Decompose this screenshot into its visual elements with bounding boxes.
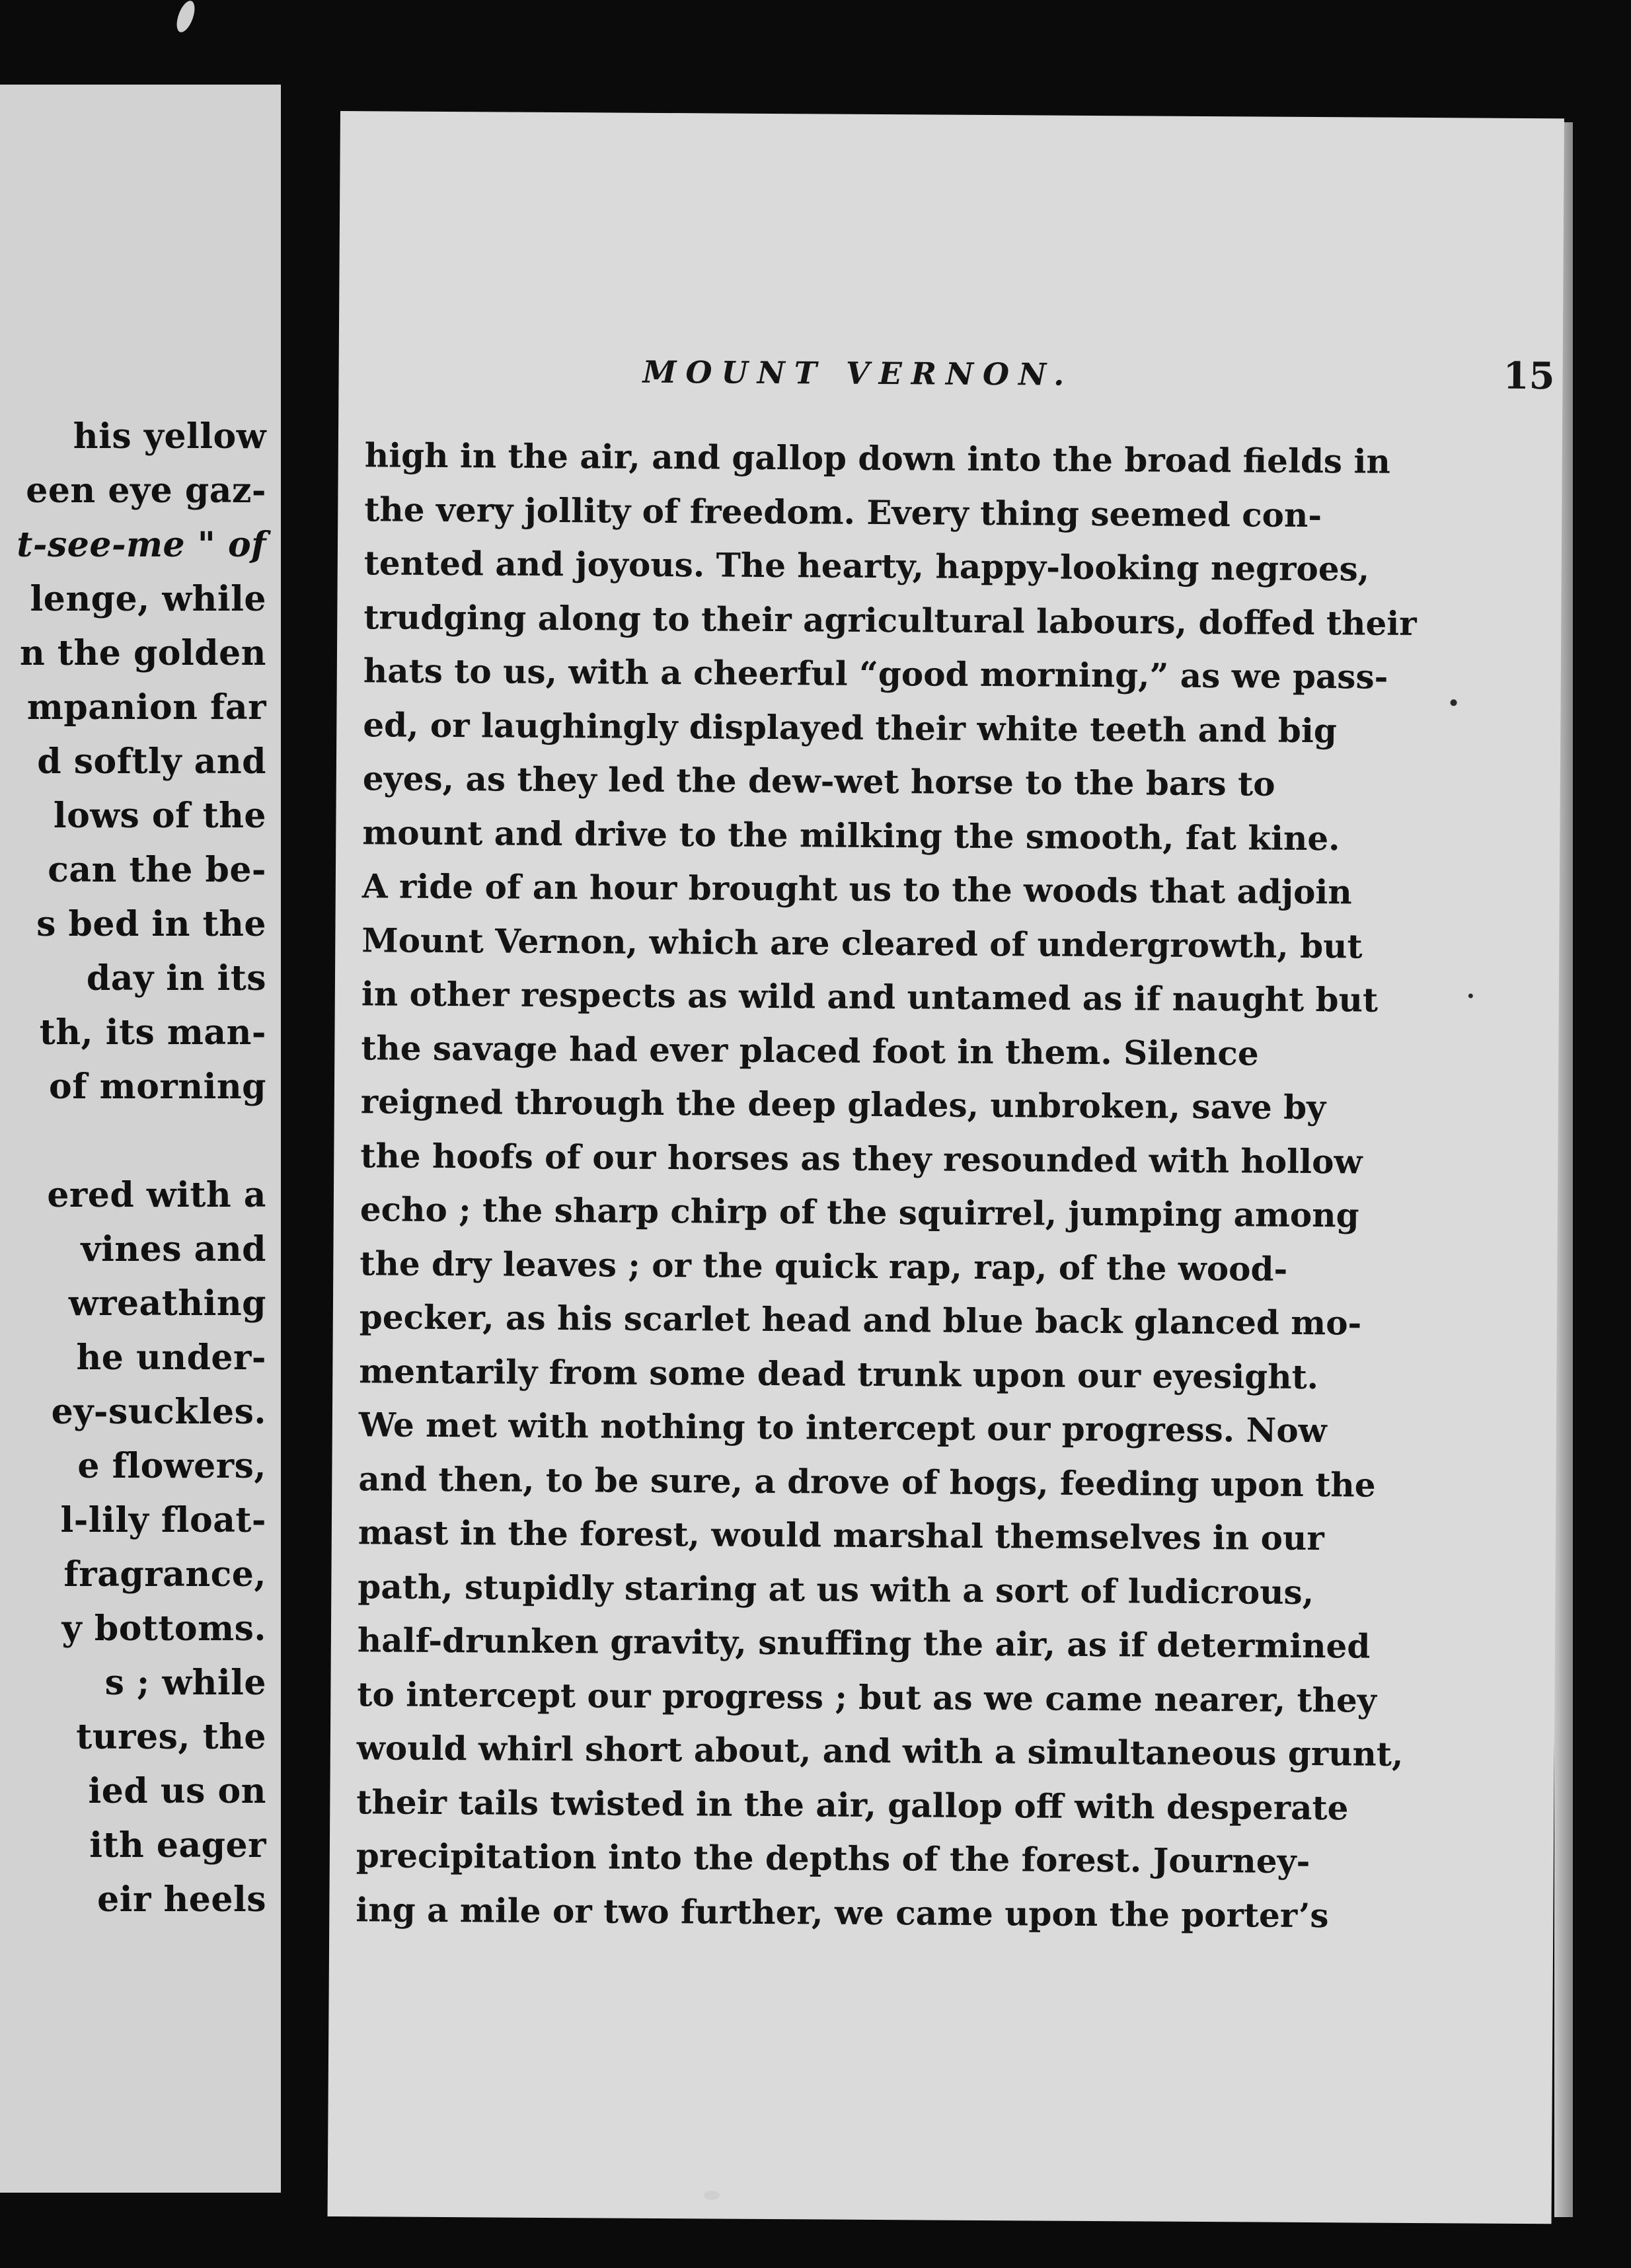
left-page-line: ered with a	[47, 1175, 266, 1215]
left-page-line: lenge, while	[30, 579, 266, 619]
text-line: Mount Vernon, which are cleared of undergrowth, but	[361, 920, 1363, 965]
text-line: pecker, as his scarlet head and blue back glanced mo-	[359, 1297, 1362, 1343]
ink-speck	[1451, 699, 1457, 706]
right-page	[328, 111, 1564, 2224]
left-page-line: mpanion far	[26, 687, 266, 728]
text-line: the very jollity of freedom. Every thing seemed con-	[364, 489, 1322, 535]
text-line: hats to us, with a cheerful “good morning,” as we pass-	[363, 651, 1388, 697]
text-line: would whirl short about, and with a simultaneous grunt,	[356, 1728, 1404, 1774]
left-page-line: d softly and	[37, 741, 266, 782]
text-line: echo ; the sharp chirp of the squirrel, jumping among	[360, 1190, 1359, 1235]
scan-artifact	[173, 0, 198, 34]
text-line: trudging along to their agricultural labours, doffed their	[363, 597, 1417, 643]
left-page-line: y bottoms.	[61, 1608, 266, 1649]
ink-speck	[1468, 993, 1473, 998]
text-line: to intercept our progress ; but as we came nearer, they	[357, 1674, 1377, 1720]
left-page-line: s bed in the	[36, 904, 266, 944]
text-line: path, stupidly staring at us with a sort of ludicrous,	[358, 1566, 1314, 1612]
left-page-line: ith eager	[89, 1825, 266, 1866]
left-page-line: day in its	[86, 958, 266, 999]
left-page-line: he under-	[76, 1338, 266, 1378]
running-head	[642, 354, 1555, 398]
left-page-line: eir heels	[97, 1879, 266, 1920]
left-page-line: can the be-	[48, 850, 266, 890]
text-line: tented and joyous. The hearty, happy-looking negroes,	[363, 543, 1370, 589]
text-line: the dry leaves ; or the quick rap, rap, of the wood-	[360, 1243, 1288, 1289]
text-line: high in the air, and gallop down into the broad fields in	[364, 435, 1390, 481]
running-title: MOUNT VERNON.	[642, 354, 1074, 393]
page-number: 15	[1503, 354, 1555, 398]
left-page-line: lows of the	[53, 796, 266, 836]
left-page-line: wreathing	[68, 1283, 266, 1324]
left-page-line: t-see-me " of	[17, 525, 266, 565]
left-page-line: ey-suckles.	[51, 1392, 266, 1432]
left-page	[0, 85, 281, 2193]
text-line: and then, to be sure, a drove of hogs, feeding upon the	[358, 1458, 1376, 1505]
text-line: mentarily from some dead trunk upon our eyesight.	[359, 1351, 1319, 1396]
left-page-line: vines and	[81, 1229, 266, 1269]
text-line: precipitation into the depths of the forest. Journey-	[356, 1836, 1310, 1881]
left-page-line: tures, the	[76, 1717, 266, 1757]
text-line: the hoofs of our horses as they resounded with hollow	[360, 1135, 1363, 1181]
left-page-line: his yellow	[73, 416, 266, 457]
scan-artifact	[704, 2191, 720, 2200]
text-line: the savage had ever placed foot in them. Silence	[361, 1028, 1259, 1073]
text-line: in other respects as wild and untamed as if naught but	[361, 974, 1379, 1020]
text-line: mount and drive to the milking the smooth, fat kine.	[362, 812, 1340, 858]
left-page-line: een eye gaz-	[26, 471, 266, 511]
text-line: mast in the forest, would marshal themselves in our	[358, 1513, 1324, 1558]
left-page-line: n the golden	[20, 633, 266, 673]
text-line: We met with nothing to intercept our progress. Now	[358, 1405, 1327, 1451]
text-line: A ride of an hour brought us to the woods that adjoin	[361, 866, 1352, 912]
left-page-line: fragrance,	[63, 1554, 266, 1595]
text-line: reigned through the deep glades, unbroken, save by	[360, 1082, 1326, 1127]
body-text	[356, 428, 1417, 1942]
left-page-line: th, its man-	[39, 1012, 266, 1053]
left-page-line: l-lily float-	[60, 1500, 266, 1540]
text-line: half-drunken gravity, snuffing the air, as if determined	[357, 1620, 1371, 1666]
left-page-line: of morning	[49, 1067, 266, 1107]
left-page-line: ied us on	[88, 1771, 266, 1811]
text-line: their tails twisted in the air, gallop off with desperate	[356, 1782, 1349, 1827]
text-line: ing a mile or two further, we came upon the porter’s	[356, 1889, 1329, 1935]
left-page-line: e flowers,	[77, 1446, 266, 1486]
left-page-line: s ; while	[104, 1663, 266, 1703]
text-line: eyes, as they led the dew-wet horse to the bars to	[362, 759, 1275, 804]
text-line: ed, or laughingly displayed their white teeth and big	[363, 704, 1337, 750]
